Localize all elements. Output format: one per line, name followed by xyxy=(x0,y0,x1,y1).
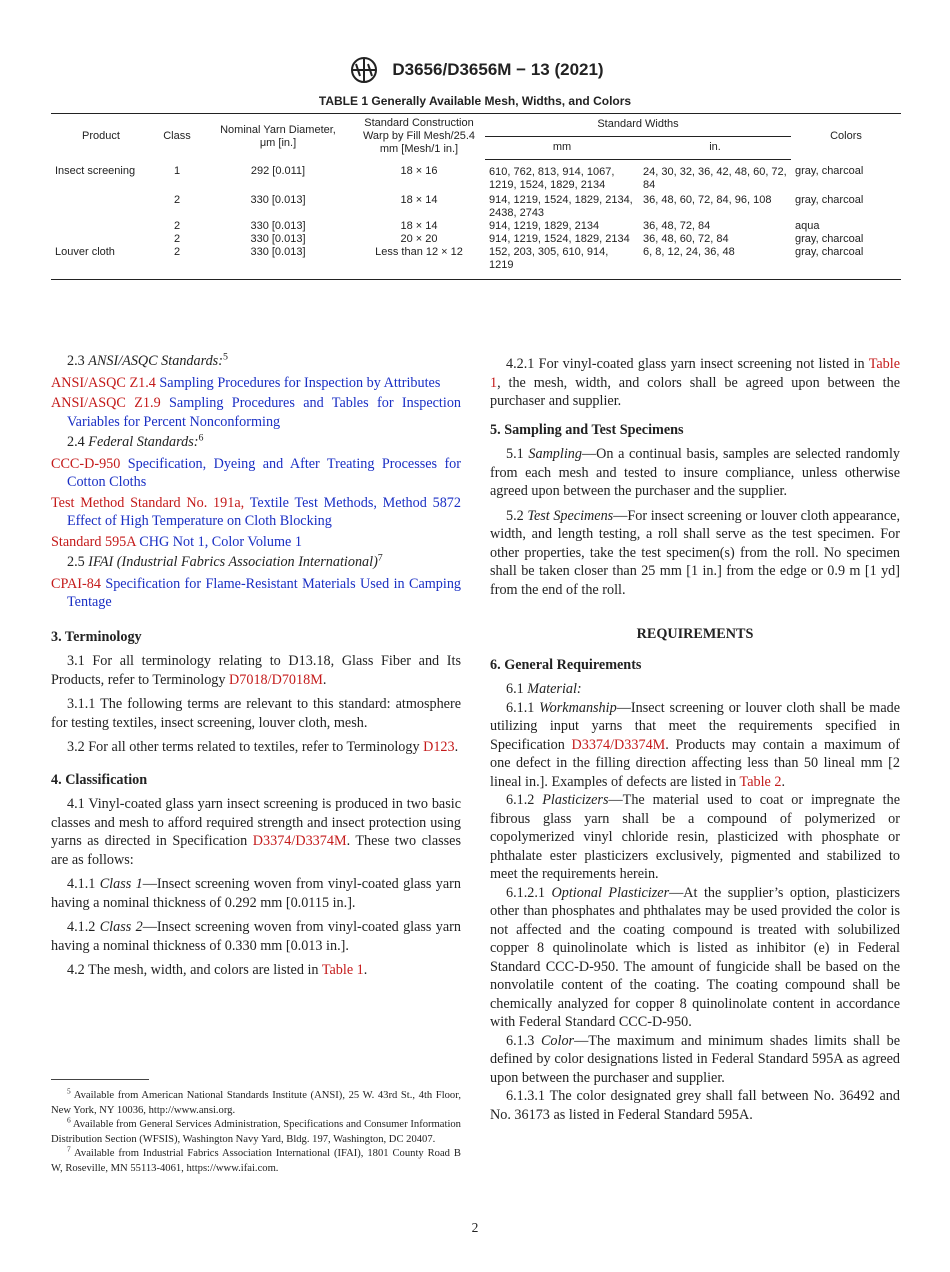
reference-595a xyxy=(51,533,461,552)
footnote-divider xyxy=(51,1079,149,1080)
paragraph-5-1: 5.1 Sampling—On a continual basis, samples are selected randomly from each mesh and tested to insure compliance, unless otherwise agreed upon between the purchaser and the supplier. xyxy=(490,446,901,499)
test-method-191a-link[interactable]: Test Method Standard No. 191a, xyxy=(51,494,245,511)
standard-595a-link[interactable]: Standard 595A xyxy=(51,533,136,550)
cell-mm: 914, 1219, 1524, 1829, 2134, 2438, 2743 xyxy=(489,193,633,219)
d3374-link[interactable]: D3374/D3374M xyxy=(252,833,347,849)
cell-colors: gray, charcoal xyxy=(795,232,864,245)
cell-in: 24, 30, 32, 36, 42, 48, 60, 72, 84 xyxy=(643,165,787,191)
table-row xyxy=(51,233,901,246)
paragraph-6-1-2: 6.1.2 Plasticizers—The material used to coat or impregnate the fibrous glass yarn shall be a compound of polymerized or copolymerized vinyl chloride resin, plasticized with phosphate or phthalate ester plasticizers exclusively, pigmented and stabilized to meet the requirements herein. xyxy=(490,792,901,882)
paragraph-3-2: 3.2 For all other terms related to textiles, refer to Terminology D123. xyxy=(67,739,459,755)
header-mm: mm xyxy=(485,136,639,159)
reference-cpai-84 xyxy=(51,575,461,612)
cell-colors: aqua xyxy=(795,219,820,232)
page-number: 2 xyxy=(471,1220,479,1235)
section-5-heading: 5. Sampling and Test Specimens xyxy=(490,421,684,438)
left-column xyxy=(51,352,461,986)
table-2-link[interactable]: Table 2 xyxy=(739,773,782,790)
reference-ansi-z1-4 xyxy=(51,374,461,393)
ansi-z1-9-title-link[interactable]: Sampling Procedures and Tables for Inspection Variables for Percent Nonconforming xyxy=(67,395,462,430)
page-header xyxy=(0,56,950,84)
header-class: Class xyxy=(151,114,203,160)
cell-diameter: 330 [0.013] xyxy=(203,246,353,280)
table-title: TABLE 1 Generally Available Mesh, Widths, and Colors xyxy=(318,94,632,108)
cell-mm: 610, 762, 813, 914, 1067, 1219, 1524, 1829, 2134 xyxy=(489,165,615,191)
cell-class: 2 xyxy=(173,232,181,245)
cell-mm: 152, 203, 305, 610, 914, 1219 xyxy=(485,246,639,280)
header-construction: Standard Construction Warp by Fill Mesh/25.4 mm [Mesh/1 in.] xyxy=(353,114,485,160)
cell-colors: gray, charcoal xyxy=(795,193,864,206)
cell-mesh: 18 × 14 xyxy=(400,193,438,206)
cell-class: 1 xyxy=(173,165,181,177)
table-row xyxy=(51,192,901,220)
ansi-z1-9-link[interactable]: ANSI/ASQC Z1.9 xyxy=(51,395,161,411)
reference-ansi-z1-9 xyxy=(51,394,461,431)
requirements-heading: REQUIREMENTS xyxy=(636,626,754,642)
footnote-5: $^5$ Available from American National Standards Institute (ANSI), 25 W. 43rd St., 4th Floor, New York, NY 10036, http://www.ansi.org. xyxy=(51,1086,461,1116)
cell-mm: 914, 1219, 1829, 2134 xyxy=(489,219,600,232)
d3374-link[interactable]: D3374/D3374M xyxy=(571,736,666,753)
cell-class: 2 xyxy=(173,193,181,206)
document-designation: D3656/D3656M − 13 (2021) xyxy=(392,60,604,79)
paragraph-6-1-2-1: 6.1.2.1 Optional Plasticizer—At the supplier’s option, plasticizers other than phosphates and phthalates may be used provided the color is not affected and the coating compound is treated with solubilized copper 8 quinolinolate which is listed as inhibitor (e) in Federal Standard CCC-D-950. The amount of fungicide shall be based on the nonvolatile content of the coating. The coating compound shall be chemically analyzed for copper 8 quinolinolate content in accordance with Federal Standard CCC-D-950. xyxy=(490,884,900,1030)
ccc-d-950-link[interactable]: CCC-D-950 xyxy=(51,455,121,472)
astm-logo-icon xyxy=(346,56,382,84)
cell-mesh: Less than 12 × 12 xyxy=(353,246,485,280)
cell-colors: gray, charcoal xyxy=(795,165,864,177)
section-3-heading: 3. Terminology xyxy=(51,628,142,645)
cell-in: 36, 48, 72, 84 xyxy=(643,219,711,232)
section-2-4-heading: 2.4 Federal Standards:$^6$ xyxy=(67,432,204,450)
ccc-d-950-title-link[interactable]: Specification, Dyeing and After Treating Processes for Cotton Cloths xyxy=(67,455,461,490)
cell-colors: gray, charcoal xyxy=(791,246,901,280)
header-product: Product xyxy=(51,114,151,160)
cell-class: 2 xyxy=(173,219,181,232)
header-diameter: Nominal Yarn Diameter, μm [in.] xyxy=(203,114,353,160)
cell-product xyxy=(51,192,151,220)
paragraph-6-1-3-1: 6.1.3.1 The color designated grey shall fall between No. 36492 and No. 36173 as listed in Federal Standard 595A. xyxy=(490,1088,900,1123)
cell-mesh: 20 × 20 xyxy=(400,232,438,245)
mesh-widths-colors-table xyxy=(51,113,901,280)
cell-diameter: 330 [0.013] xyxy=(250,219,306,232)
d7018-link[interactable]: D7018/D7018M xyxy=(229,671,323,688)
ansi-z1-4-title-link[interactable]: Sampling Procedures for Inspection by Attributes xyxy=(159,374,441,391)
footnotes xyxy=(51,1086,461,1176)
paragraph-3-1: 3.1 For all terminology relating to D13.18, Glass Fiber and Its Products, refer to Terminology D7018/D7018M. xyxy=(51,653,461,688)
cell-product xyxy=(51,233,151,246)
d123-link[interactable]: D123 xyxy=(423,739,455,755)
section-2-5-heading: 2.5 IFAI (Industrial Fabrics Association International)$^7$ xyxy=(67,552,383,570)
footnote-6: $^6$ Available from General Services Administration, Specifications and Consumer Information Distribution Section (WFSIS), Washington Navy Yard, Bldg. 197, Washington, DC 20407. xyxy=(51,1115,461,1145)
paragraph-3-1-1: 3.1.1 The following terms are relevant to this standard: atmosphere for testing textiles, insect screening, louver cloth, mesh. xyxy=(51,696,461,731)
header-in: in. xyxy=(639,136,791,159)
cell-product: Insect screening xyxy=(55,165,136,177)
cpai-84-link[interactable]: CPAI-84 xyxy=(51,575,101,592)
cell-class: 2 xyxy=(151,246,203,280)
header-standard-widths: Standard Widths xyxy=(485,114,791,137)
cell-diameter: 292 [0.011] xyxy=(250,165,306,177)
paragraph-4-1: 4.1 Vinyl-coated glass yarn insect screening is produced in two basic classes and mesh to afford required strength and insect protection using yarns as directed in Specification D3374/D3374M. These two classes are as follows: xyxy=(51,796,462,868)
cell-mm: 914, 1219, 1524, 1829, 2134 xyxy=(489,232,630,245)
table-1-link[interactable]: Table 1 xyxy=(490,356,900,391)
cell-product: Louver cloth xyxy=(51,246,151,280)
table-row xyxy=(51,159,901,192)
section-4-heading: 4. Classification xyxy=(51,771,148,788)
cell-diameter: 330 [0.013] xyxy=(250,193,306,206)
paragraph-5-2: 5.2 Test Specimens—For insect screening or louver cloth appearance, width, and length testing, a roll shall serve as the test specimen. For other properties, take the test specimen(s) from the roll. No specimen shall be taken closer than 25 mm [1 in.] from the edge or 0.9 m [1 yd] from the end of the roll. xyxy=(490,507,900,598)
paragraph-6-1: 6.1 Material: xyxy=(506,681,582,697)
right-column xyxy=(490,355,900,1130)
cell-product xyxy=(51,220,151,233)
table-row xyxy=(51,246,901,280)
cell-in: 36, 48, 60, 72, 84, 96, 108 xyxy=(643,193,772,206)
reference-191a xyxy=(51,494,461,531)
standard-595a-title-link[interactable]: CHG Not 1, Color Volume 1 xyxy=(139,533,302,550)
cpai-84-title-link[interactable]: Specification for Flame-Resistant Materials Used in Camping Tentage xyxy=(67,575,462,610)
reference-ccc-d-950 xyxy=(51,455,461,492)
paragraph-6-1-1: 6.1.1 Workmanship—Insect screening or louver cloth shall be made utilizing input yarns that meet the requirements specified in Specification D3374/D3374M. Products may contain a maximum of one defect in the filling direction affecting less than 50 lineal mm [2 lineal in.]. Examples of defects are listed in Table 2. xyxy=(490,699,901,790)
table-1-link[interactable]: Table 1 xyxy=(321,962,364,978)
cell-mesh: 18 × 16 xyxy=(400,165,438,177)
cell-mesh: 18 × 14 xyxy=(400,219,438,232)
section-6-heading: 6. General Requirements xyxy=(490,656,642,673)
table-row xyxy=(51,220,901,233)
section-2-3-heading: 2.3 ANSI/ASQC Standards:$^5$ xyxy=(67,351,228,369)
cell-diameter: 330 [0.013] xyxy=(250,232,306,245)
paragraph-4-2-1: 4.2.1 For vinyl-coated glass yarn insect screening not listed in Table 1, the mesh, width, and colors shall be agreed upon between the purchaser and supplier. xyxy=(490,356,900,409)
paragraph-4-1-2: 4.1.2 Class 2—Insect screening woven from vinyl-coated glass yarn having a nominal thickness of 0.330 mm [0.013 in.]. xyxy=(51,919,461,954)
paragraph-6-1-3: 6.1.3 Color—The maximum and minimum shades limits shall be defined by color designations listed in Federal Standard 595A as agreed upon between the purchaser and supplier. xyxy=(490,1032,900,1086)
test-method-191a-title-link[interactable]: Textile Test Methods, Method 5872 Effect of High Temperature on Cloth Blocking xyxy=(67,494,461,529)
paragraph-4-1-1: 4.1.1 Class 1—Insect screening woven from vinyl-coated glass yarn having a nominal thickness of 0.292 mm [0.0115 in.]. xyxy=(51,876,461,911)
ansi-z1-4-link[interactable]: ANSI/ASQC Z1.4 xyxy=(51,374,156,391)
cell-in: 6, 8, 12, 24, 36, 48 xyxy=(639,246,791,280)
paragraph-4-2: 4.2 The mesh, width, and colors are listed in Table 1. xyxy=(67,962,368,978)
footnote-7: $^7$ Available from Industrial Fabrics Association International (IFAI), 1801 County Road B W, Roseville, MN 55113-4061, https://www.ifai.com. xyxy=(51,1144,461,1174)
cell-in: 36, 48, 60, 72, 84 xyxy=(643,232,729,245)
header-colors: Colors xyxy=(791,114,901,160)
